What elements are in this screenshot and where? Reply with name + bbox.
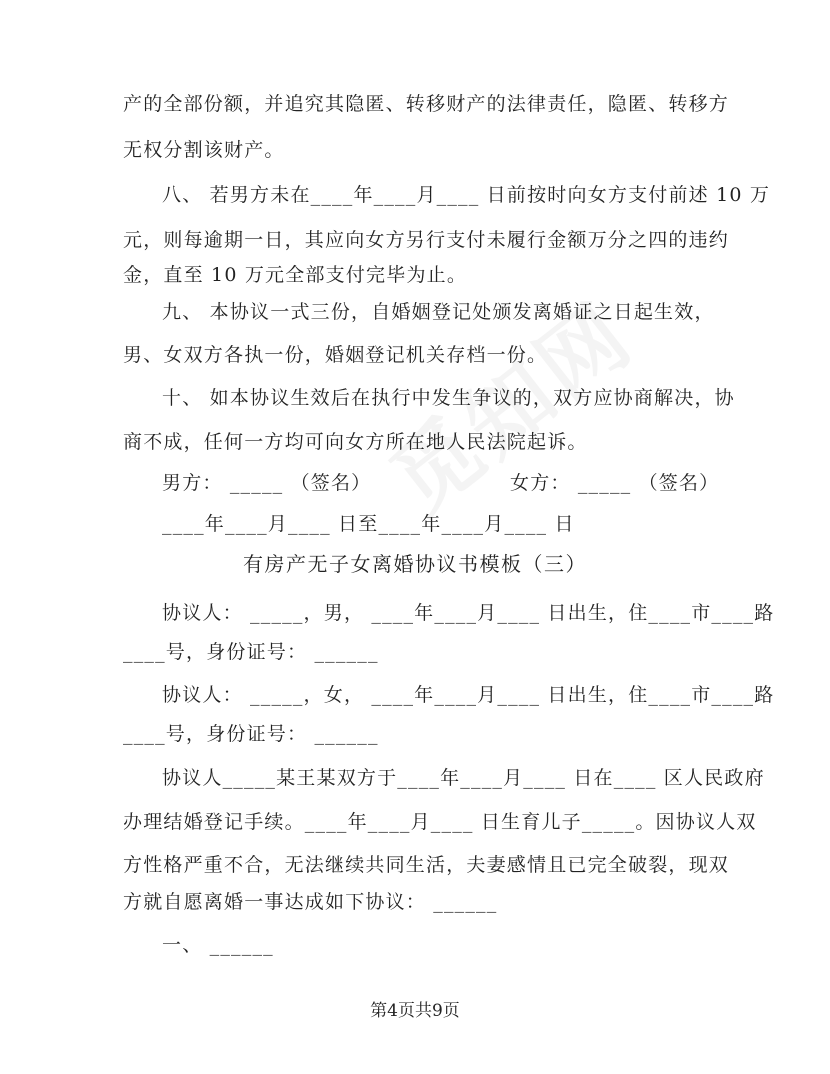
party-female-line: 协议人： _____，女， ____年____月____ 日出生，住____市____路: [162, 684, 775, 706]
female-signature: 女方： _____ （签名）: [510, 472, 720, 494]
paragraph-line: 办理结婚登记手续。____年____月____ 日生育儿子_____。因协议人双: [123, 811, 757, 833]
party-female-id-line: ____号，身份证号： ______: [123, 723, 379, 745]
paragraph-line: 方就自愿离婚一事达成如下协议： ______: [123, 891, 498, 913]
paragraph-line: 方性格严重不合，无法继续共同生活，夫妻感情且已完全破裂，现双: [123, 854, 730, 876]
page-number: 第4页共9页: [370, 1001, 460, 1021]
paragraph-line: 商不成，任何一方均可向女方所在地人民法院起诉。: [123, 431, 588, 453]
male-signature: 男方： _____ （签名）: [162, 472, 372, 494]
paragraph-line: 男、女双方各执一份，婚姻登记机关存档一份。: [123, 344, 548, 366]
party-male-line: 协议人： _____，男， ____年____月____ 日出生，住____市____路: [162, 602, 775, 624]
clause-nine-line: 九、 本协议一式三份，自婚姻登记处颁发离婚证之日起生效，: [162, 301, 715, 323]
paragraph-line: 产的全部份额，并追究其隐匿、转移财产的法律责任，隐匿、转移方: [123, 93, 730, 115]
paragraph-line: 无权分割该财产。: [123, 139, 285, 161]
marriage-registration-line: 协议人_____某王某双方于____年____月____ 日在____ 区人民政府: [162, 767, 765, 789]
clause-eight-line: 八、 若男方未在____年____月____ 日前按时向女方支付前述 10 万: [162, 184, 771, 206]
clause-ten-line: 十、 如本协议生效后在执行中发生争议的，双方应协商解决，协: [162, 387, 735, 409]
paragraph-line: 金，直至 10 万元全部支付完毕为止。: [123, 264, 468, 286]
paragraph-line: 元，则每逾期一日，其应向女方另行支付未履行金额万分之四的违约: [123, 229, 730, 251]
signature-dates: ____年____月____ 日至____年____月____ 日: [162, 513, 575, 535]
party-male-id-line: ____号，身份证号： ______: [123, 641, 379, 663]
clause-one-line: 一、 ______: [162, 934, 274, 956]
section-title: 有房产无子女离婚协议书模板（三）: [243, 552, 587, 576]
